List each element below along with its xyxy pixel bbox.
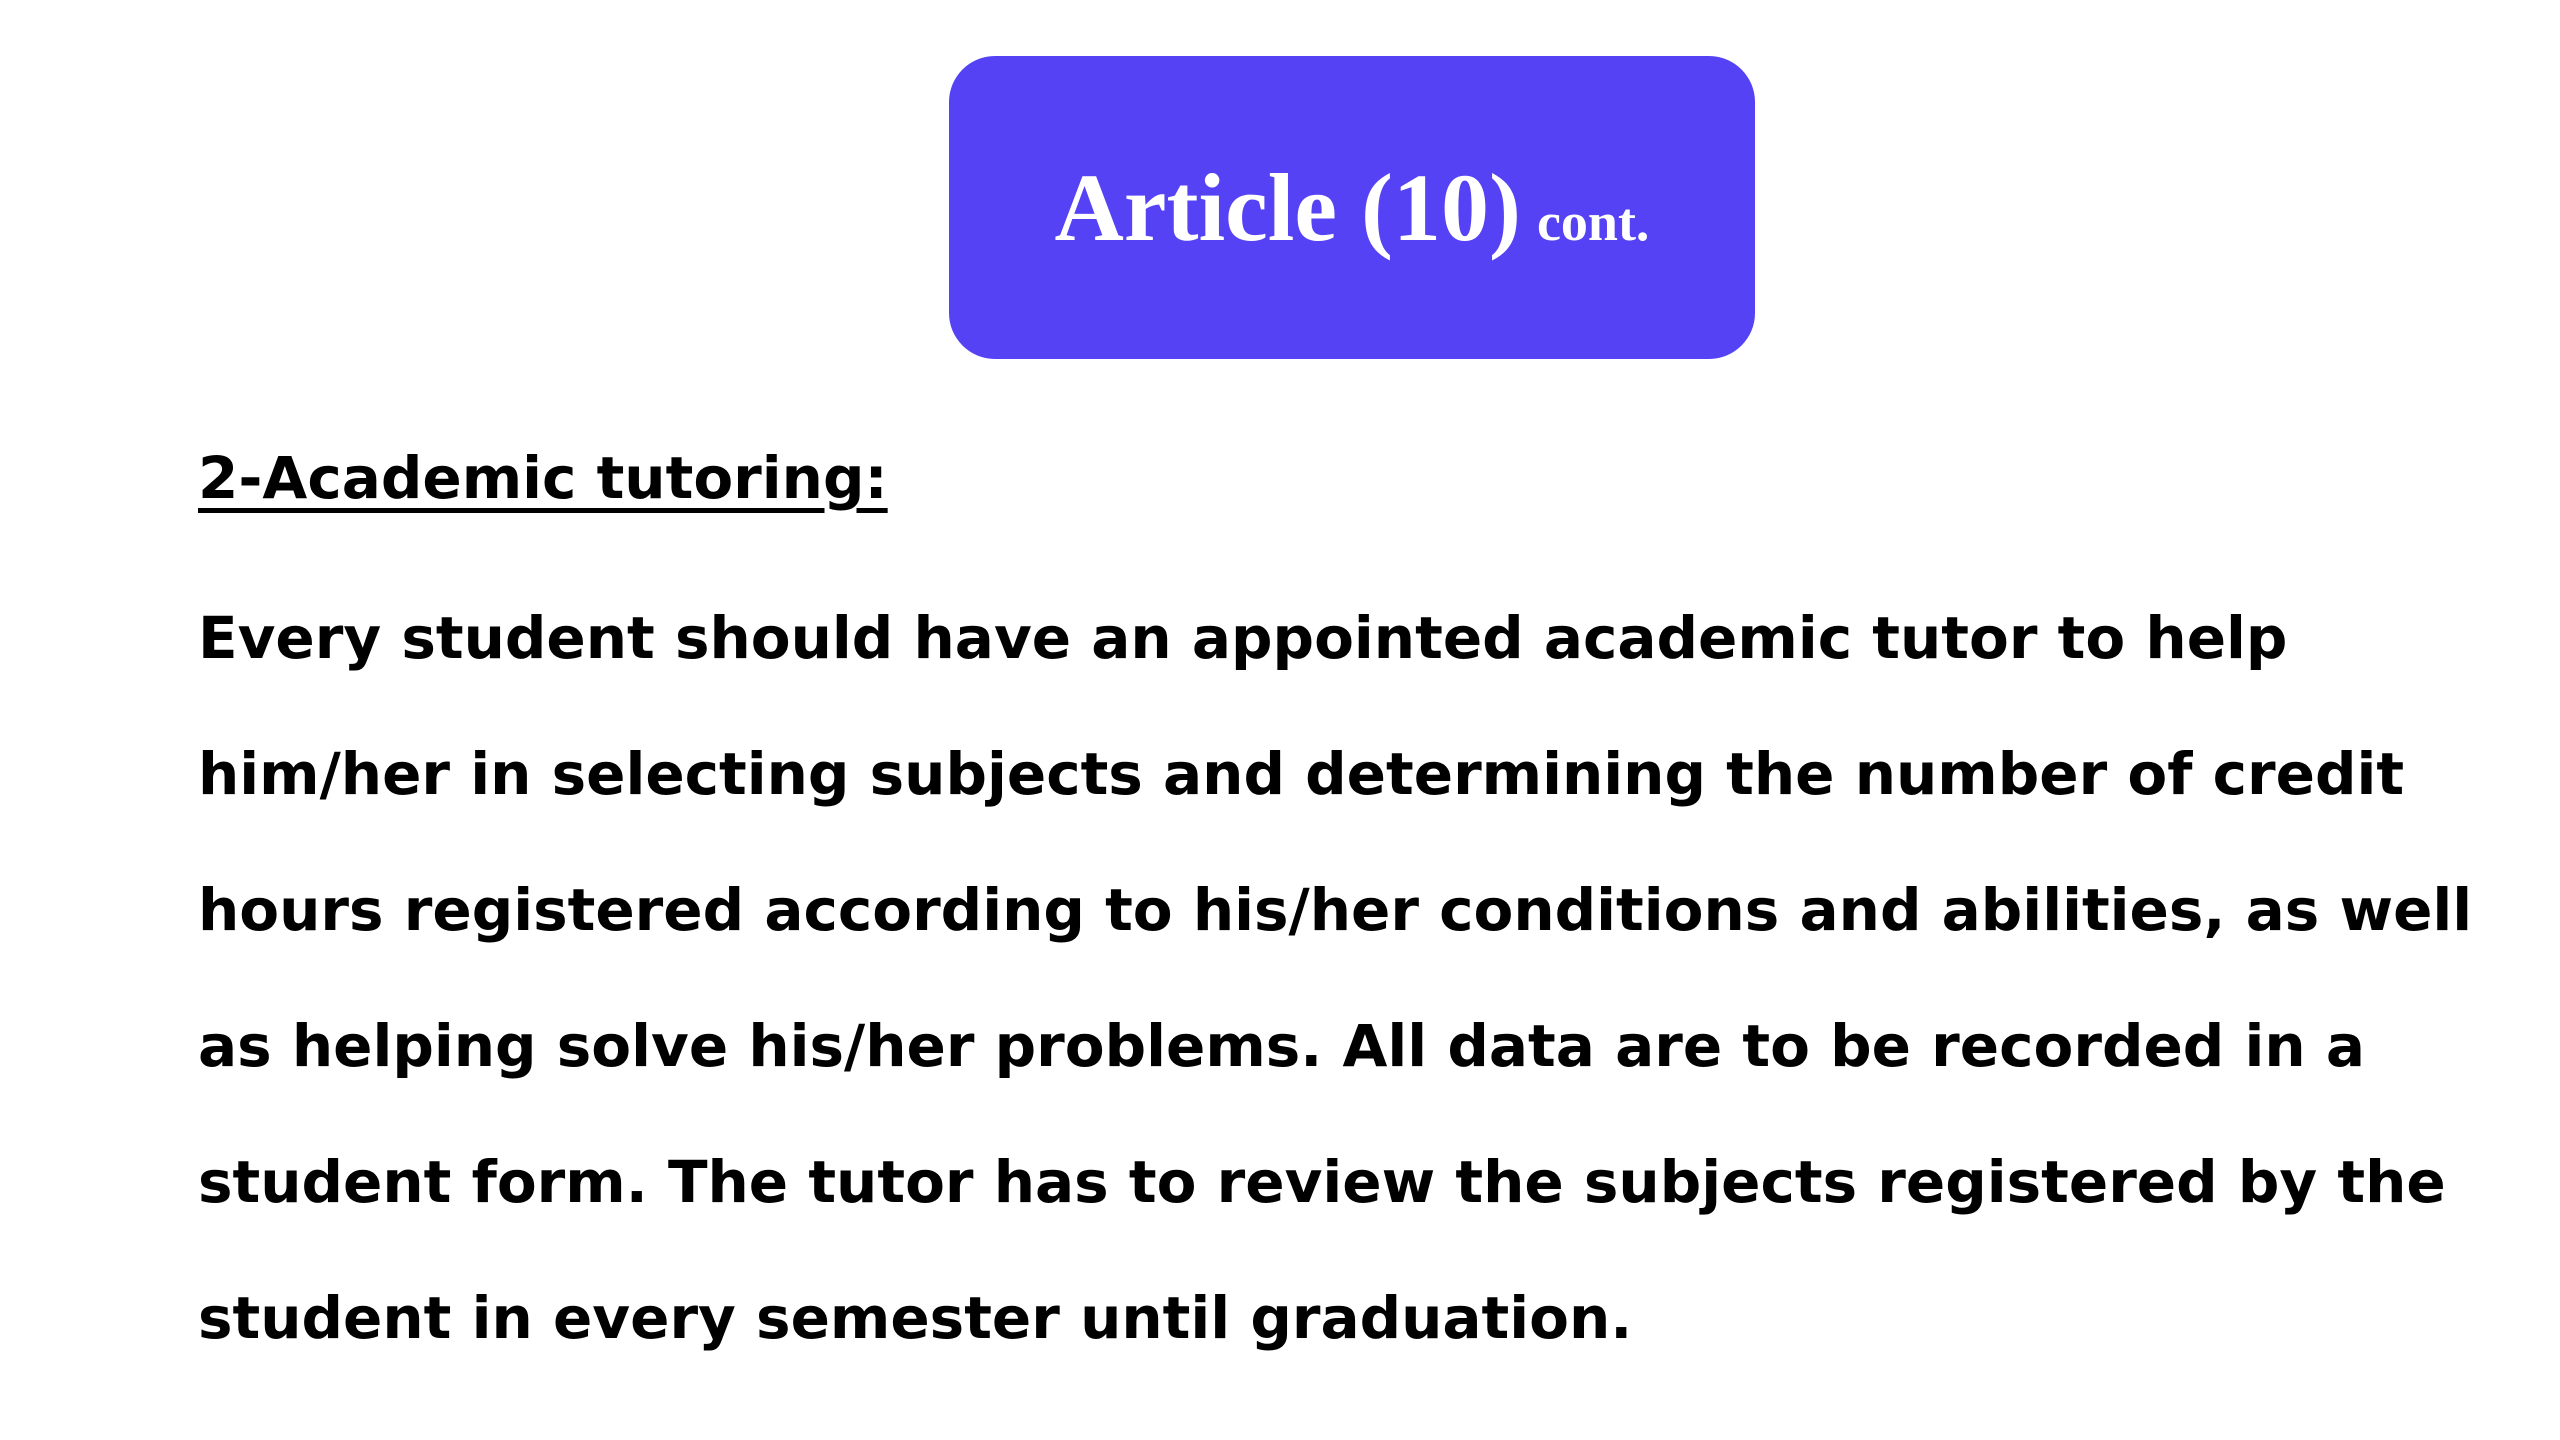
title-suffix: cont. <box>1536 191 1650 252</box>
body-line: student form. The tutor has to review the subjects registered by the <box>198 1148 2446 1216</box>
section-heading: 2-Academic tutoring: <box>198 444 888 512</box>
body-paragraph <box>198 586 2473 1402</box>
body-line: as helping solve his/her problems. All data are to be recorded in a <box>198 1012 2366 1080</box>
body-line: Every student should have an appointed academic tutor to help <box>198 604 2288 672</box>
title-main: Article (10) <box>1054 153 1521 261</box>
title-banner <box>949 56 1755 359</box>
body-line: hours registered according to his/her conditions and abilities, as well <box>198 876 2473 944</box>
body-line: student in every semester until graduation. <box>198 1284 1633 1352</box>
slide-title <box>1054 153 1650 261</box>
body-line: him/her in selecting subjects and determining the number of credit <box>198 740 2405 808</box>
